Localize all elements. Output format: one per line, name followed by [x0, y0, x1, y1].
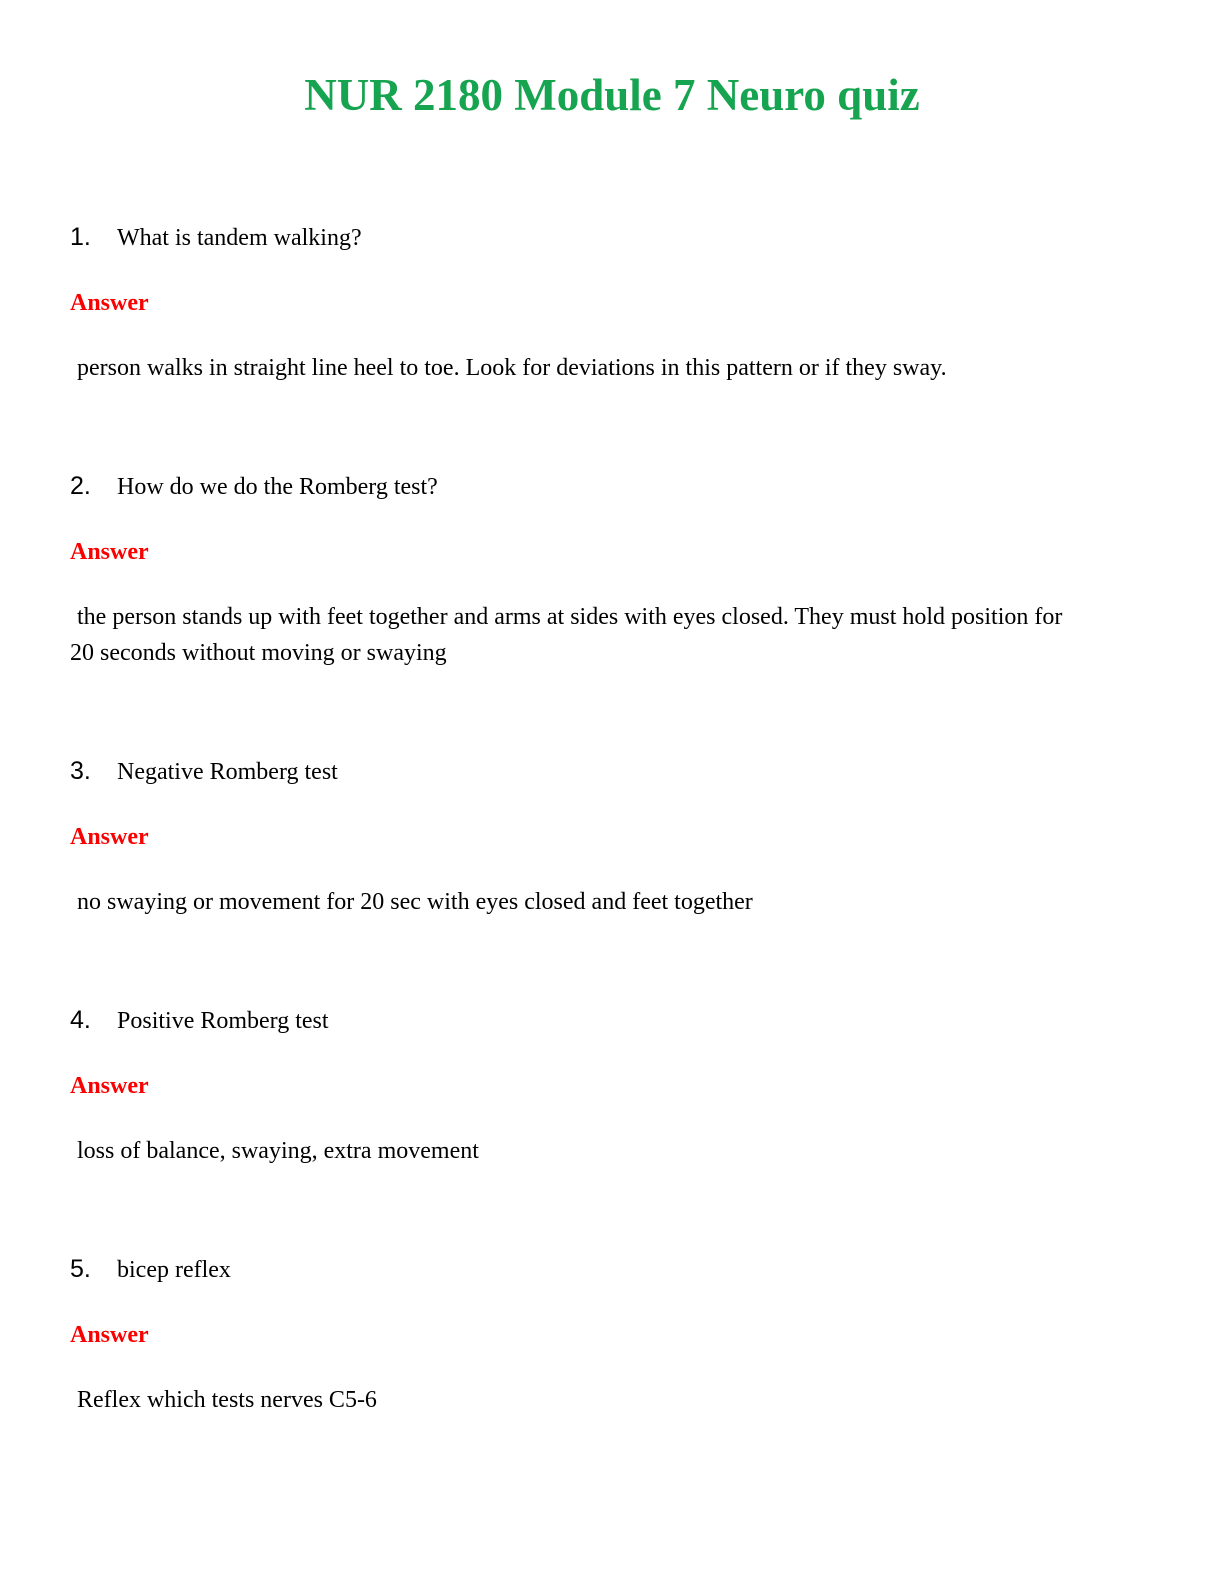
- answer-label: Answer: [70, 289, 149, 316]
- question-number: 3.: [70, 756, 91, 785]
- qa-block: [70, 1253, 1082, 1418]
- answer-label: Answer: [70, 1321, 149, 1348]
- answer-label: Answer: [70, 823, 149, 850]
- answer-text: person walks in straight line heel to toe. Look for deviations in this pattern or if they sway.: [77, 354, 947, 381]
- qa-block: [70, 221, 1082, 386]
- question-number: 1.: [70, 222, 91, 251]
- answer-label: Answer: [70, 1072, 149, 1099]
- qa-block: [70, 1004, 1082, 1169]
- question-number: 2.: [70, 471, 91, 500]
- question-text: Positive Romberg test: [117, 1007, 329, 1034]
- answer-text: no swaying or movement for 20 sec with eyes closed and feet together: [77, 888, 753, 915]
- question-text: What is tandem walking?: [117, 224, 362, 251]
- answer-text: Reflex which tests nerves C5-6: [77, 1386, 377, 1413]
- quiz-list: [70, 221, 1082, 1418]
- question-line: [70, 755, 1082, 788]
- question-line: [70, 470, 1082, 503]
- question-text: bicep reflex: [117, 1256, 231, 1283]
- question-line: [70, 1004, 1082, 1037]
- question-text: Negative Romberg test: [117, 758, 338, 785]
- question-text: How do we do the Romberg test?: [117, 473, 438, 500]
- qa-block: [70, 755, 1082, 920]
- question-line: [70, 221, 1082, 254]
- question-number: 5.: [70, 1254, 91, 1283]
- answer-text: the person stands up with feet together and arms at sides with eyes closed. They must hold position for 20 seconds without moving or swaying: [70, 603, 1063, 666]
- question-number: 4.: [70, 1005, 91, 1034]
- page-title: NUR 2180 Module 7 Neuro quiz: [304, 70, 920, 120]
- answer-label: Answer: [70, 538, 149, 565]
- question-line: [70, 1253, 1082, 1286]
- answer-text: loss of balance, swaying, extra movement: [77, 1137, 479, 1164]
- qa-block: [70, 470, 1082, 671]
